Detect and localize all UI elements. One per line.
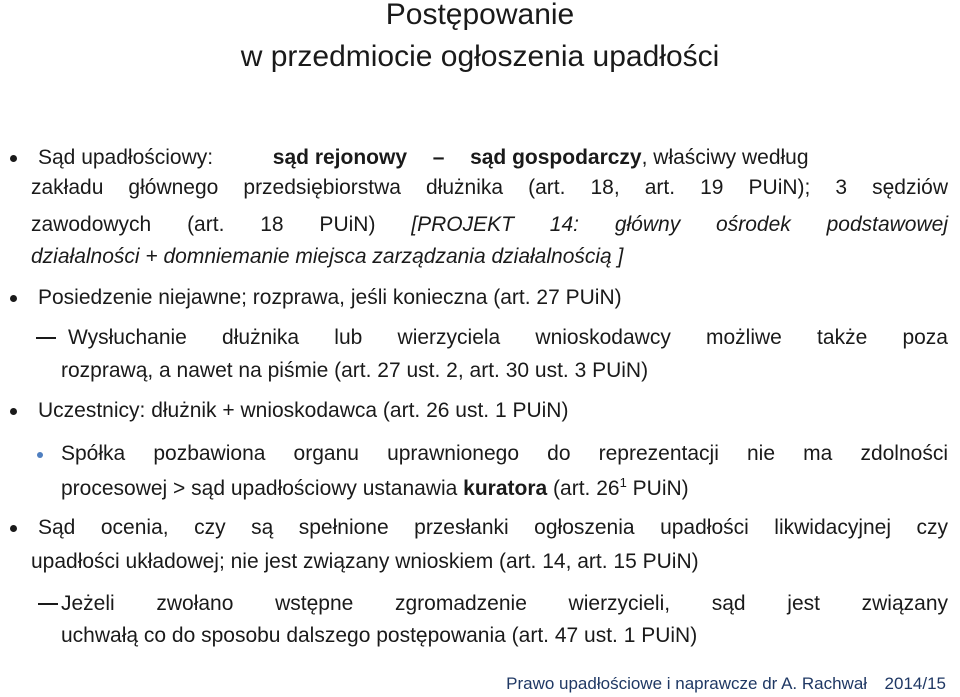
superscript: 1 xyxy=(619,475,627,490)
bullet-1-line-1 xyxy=(38,143,948,173)
bullet-3: Uczestnicy: dłużnik + wnioskodawca (art. 26 ust. 1 PUiN) xyxy=(38,399,569,422)
bullet-4-sub-line-2: uchwałą co do sposobu dalszego postępowania (art. 47 ust. 1 PUiN) xyxy=(61,624,698,647)
bullet-2: Posiedzenie niejawne; rozprawa, jeśli konieczna (art. 27 PUiN) xyxy=(38,286,622,309)
footer xyxy=(506,674,946,694)
sub-bullet-dot xyxy=(37,452,43,458)
footer-year: 2014/15 xyxy=(884,674,946,693)
bullet-dot xyxy=(10,408,17,415)
title-line-1: Postępowanie xyxy=(385,0,575,31)
bullet-1-line-4: działalności + domniemanie miejsca zarządzania działalnością ] xyxy=(31,245,624,268)
dash-marker xyxy=(36,337,56,339)
title-line-2: w przedmiocie ogłoszenia upadłości xyxy=(240,40,720,73)
dash-separator: – xyxy=(432,146,445,169)
bullet-4-line-1: Sąd ocenia, czy są spełnione przesłanki ogłoszenia upadłości likwidacyjnej czy xyxy=(38,516,948,539)
bullet-1-line-3 xyxy=(31,210,948,240)
footer-author: Prawo upadłościowe i naprawcze dr A. Rachwał xyxy=(506,674,868,693)
jurisdiction-text: , właściwy według xyxy=(641,146,809,169)
bullet-3-sub-line-2 xyxy=(61,474,689,504)
curator-text: procesowej > sąd upadłościowy ustanawia xyxy=(61,477,458,500)
district-court: sąd rejonowy xyxy=(272,146,407,169)
bullet-1-line-2: zakładu głównego przedsiębiorstwa dłużnika (art. 18, art. 19 PUiN); 3 sędziów xyxy=(31,176,948,199)
bullet-4-sub-line-1: Jeżeli zwołano wstępne zgromadzenie wierzycieli, sąd jest związany xyxy=(61,592,948,615)
bullet-3-sub-line-1: Spółka pozbawiona organu uprawnionego do reprezentacji nie ma zdolności xyxy=(61,442,948,465)
curator-term: kuratora xyxy=(463,477,548,500)
slide-title xyxy=(0,0,960,75)
bullet-2-sub-line-1: Wysłuchanie dłużnika lub wierzyciela wnioskodawcy możliwe także poza xyxy=(68,326,948,349)
art26-ref: (art. 26 xyxy=(553,477,620,500)
bullet-2-sub-line-2: rozprawą, a nawet na piśmie (art. 27 ust. 2, art. 30 ust. 3 PUiN) xyxy=(61,359,649,382)
bullet-4-line-2: upadłości układowej; nie jest związany wnioskiem (art. 14, art. 15 PUiN) xyxy=(31,550,699,573)
bullet-dot xyxy=(10,525,17,532)
bullet-dot xyxy=(10,295,17,302)
commercial-court: sąd gospodarczy xyxy=(470,146,642,169)
project-note: [PROJEKT 14: główny ośrodek podstawowej xyxy=(411,213,948,236)
art18-text: zawodowych (art. 18 PUiN) xyxy=(31,213,376,236)
dash-marker xyxy=(38,603,58,605)
bullet-dot xyxy=(10,155,17,162)
puin-ref: PUiN) xyxy=(632,477,689,500)
court-label: Sąd upadłościowy: xyxy=(38,146,214,169)
